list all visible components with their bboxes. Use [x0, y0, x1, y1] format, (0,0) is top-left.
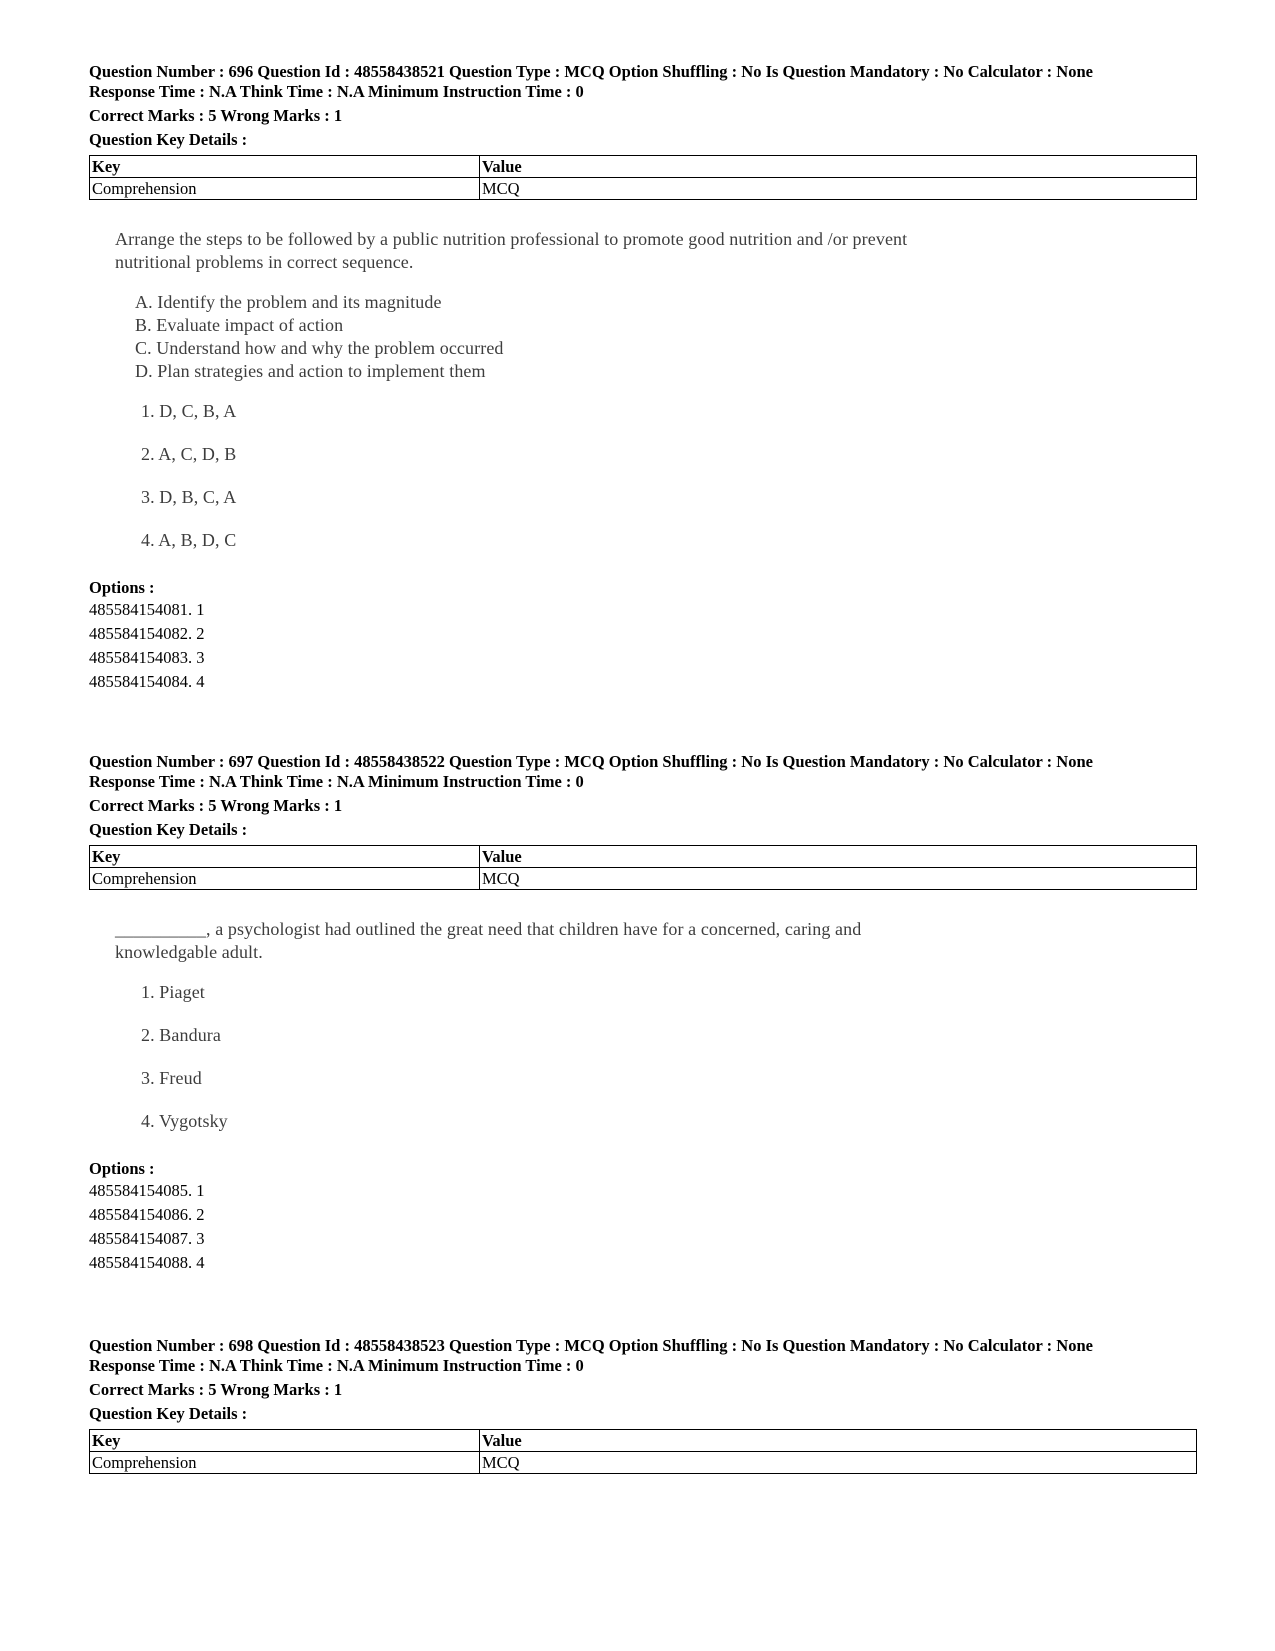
question-stem-line1: __________, a psychologist had outlined the great need that children have for a concerned, caring and	[115, 919, 862, 939]
options-list	[89, 598, 1197, 694]
choice-item: 4. Vygotsky	[141, 1111, 228, 1131]
choice-item: 3. D, B, C, A	[141, 487, 237, 507]
statement-item: C. Understand how and why the problem occurred	[135, 338, 504, 358]
option-item: 485584154082. 2	[89, 624, 205, 643]
question-meta-line2: Response Time : N.A Think Time : N.A Minimum Instruction Time : 0	[89, 82, 584, 101]
key-header: Key	[90, 1430, 480, 1452]
value-cell: MCQ	[480, 178, 1197, 200]
value-header: Value	[480, 156, 1197, 178]
question-stem-line2: knowledgable adult.	[115, 942, 263, 962]
options-label: Options :	[89, 1159, 155, 1178]
choice-item: 1. Piaget	[141, 982, 205, 1002]
value-header: Value	[480, 846, 1197, 868]
option-item: 485584154083. 3	[89, 648, 205, 667]
question-697	[89, 752, 1197, 1275]
option-item: 485584154087. 3	[89, 1229, 205, 1248]
question-marks: Correct Marks : 5 Wrong Marks : 1	[89, 106, 343, 125]
choice-item: 3. Freud	[141, 1068, 202, 1088]
choice-item: 2. Bandura	[141, 1025, 221, 1045]
statement-item: A. Identify the problem and its magnitude	[135, 292, 442, 312]
question-key-table	[89, 845, 1197, 890]
question-stem-line2: nutritional problems in correct sequence.	[115, 252, 414, 272]
key-cell: Comprehension	[90, 178, 480, 200]
value-cell: MCQ	[480, 1452, 1197, 1474]
key-cell: Comprehension	[90, 1452, 480, 1474]
question-meta-line1: Question Number : 697 Question Id : 48558438522 Question Type : MCQ Option Shuffling : No Is Question Mandatory : No Calculator : None	[89, 752, 1093, 771]
key-cell: Comprehension	[90, 868, 480, 890]
value-cell: MCQ	[480, 868, 1197, 890]
table-header-row	[90, 1430, 1197, 1452]
option-item: 485584154088. 4	[89, 1253, 205, 1272]
question-key-details-label: Question Key Details :	[89, 130, 248, 149]
option-item: 485584154085. 1	[89, 1181, 205, 1200]
question-meta-line2: Response Time : N.A Think Time : N.A Minimum Instruction Time : 0	[89, 772, 584, 791]
options-list	[89, 1179, 1197, 1275]
question-key-table	[89, 155, 1197, 200]
question-meta-line2: Response Time : N.A Think Time : N.A Minimum Instruction Time : 0	[89, 1356, 584, 1375]
question-696	[89, 62, 1197, 694]
choice-list	[141, 400, 1197, 552]
statement-item: D. Plan strategies and action to implement them	[135, 361, 486, 381]
table-row	[90, 1452, 1197, 1474]
question-key-table	[89, 1429, 1197, 1474]
options-label: Options :	[89, 578, 155, 597]
statement-item: B. Evaluate impact of action	[135, 315, 344, 335]
question-marks: Correct Marks : 5 Wrong Marks : 1	[89, 1380, 343, 1399]
option-item: 485584154084. 4	[89, 672, 205, 691]
question-image	[115, 918, 1197, 1133]
choice-item: 4. A, B, D, C	[141, 530, 237, 550]
question-meta-line1: Question Number : 698 Question Id : 48558438523 Question Type : MCQ Option Shuffling : No Is Question Mandatory : No Calculator : None	[89, 1336, 1093, 1355]
question-meta-line1: Question Number : 696 Question Id : 48558438521 Question Type : MCQ Option Shuffling : No Is Question Mandatory : No Calculator : None	[89, 62, 1093, 81]
value-header: Value	[480, 1430, 1197, 1452]
table-header-row	[90, 156, 1197, 178]
question-key-details-label: Question Key Details :	[89, 820, 248, 839]
option-item: 485584154081. 1	[89, 600, 205, 619]
table-row	[90, 178, 1197, 200]
choice-list	[141, 981, 1197, 1133]
table-row	[90, 868, 1197, 890]
question-key-details-label: Question Key Details :	[89, 1404, 248, 1423]
table-header-row	[90, 846, 1197, 868]
choice-item: 1. D, C, B, A	[141, 401, 237, 421]
question-stem-line1: Arrange the steps to be followed by a public nutrition professional to promote good nutrition and /or prevent	[115, 229, 908, 249]
question-image	[115, 228, 1197, 552]
choice-item: 2. A, C, D, B	[141, 444, 237, 464]
option-item: 485584154086. 2	[89, 1205, 205, 1224]
question-marks: Correct Marks : 5 Wrong Marks : 1	[89, 796, 343, 815]
key-header: Key	[90, 156, 480, 178]
statement-list	[135, 291, 1197, 383]
question-698	[89, 1336, 1197, 1474]
key-header: Key	[90, 846, 480, 868]
